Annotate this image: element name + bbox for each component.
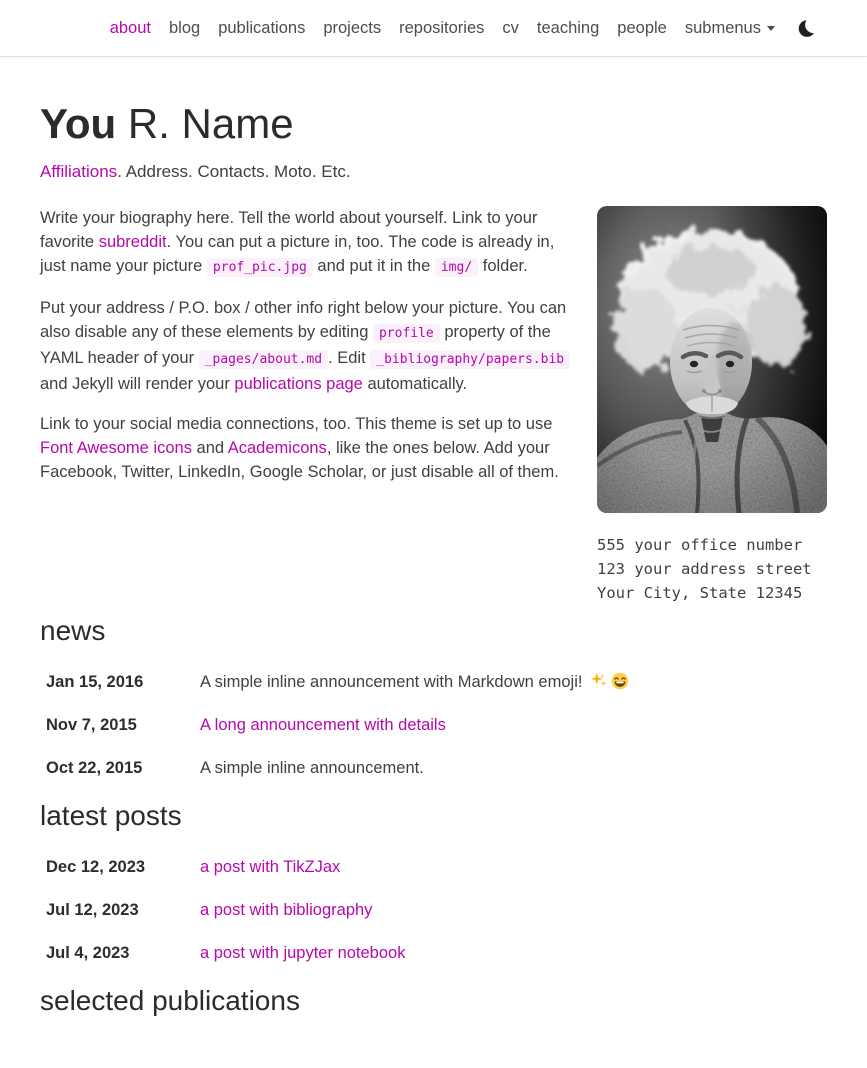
portrait-illustration [597, 206, 827, 513]
page-description [40, 160, 827, 184]
post-item [40, 941, 827, 965]
post-link-tikzjax[interactable]: a post with TikZJax [200, 858, 341, 877]
news-date: Jan 15, 2016 [46, 673, 144, 692]
news-item [40, 756, 827, 780]
news-section [40, 613, 827, 780]
profile-column [597, 206, 827, 605]
news-text: A simple inline announcement. [200, 759, 424, 778]
page-title [40, 101, 827, 147]
nav-item-repositories[interactable]: repositories [399, 18, 485, 37]
news-date: Oct 22, 2015 [46, 759, 143, 778]
nav-item-teaching[interactable]: teaching [536, 18, 600, 37]
post-item [40, 855, 827, 879]
moon-icon [798, 19, 817, 38]
sparkles-emoji-icon [590, 672, 608, 690]
bio-text: folder. [478, 257, 528, 276]
bio-text: and [191, 439, 228, 458]
bio-section [40, 206, 827, 613]
code-chip-papers-bib: _bibliography/papers.bib [370, 350, 570, 369]
code-chip-img-folder: img/ [435, 258, 478, 277]
nav-dropdown-label: submenus [684, 18, 761, 37]
nav-item-cv[interactable]: cv [502, 18, 519, 37]
news-text [200, 670, 827, 694]
selected-publications-section [40, 984, 827, 1068]
page-content [0, 101, 867, 1068]
bio-text: property of the YAML header of your [40, 323, 551, 368]
top-navbar [0, 0, 867, 57]
code-chip-about-md: _pages/about.md [199, 350, 328, 369]
bio-text: . You can put a picture in, too. The code is already in, just name your picture [40, 233, 555, 276]
title-first-name: You [40, 100, 117, 147]
dark-mode-toggle[interactable] [796, 19, 819, 38]
latest-posts-heading: latest posts [40, 800, 182, 832]
bio-text: and Jekyll will render your [40, 375, 235, 394]
nav-item-projects[interactable]: projects [323, 18, 382, 37]
nav-item-about[interactable]: about [109, 18, 151, 37]
news-text-body: A simple inline announcement with Markdown emoji! [200, 673, 588, 692]
post-item [40, 898, 827, 922]
profile-photo [597, 206, 827, 513]
caret-down-icon [767, 26, 775, 31]
post-date: Jul 4, 2023 [46, 944, 130, 963]
nav-item-blog[interactable]: blog [168, 18, 201, 37]
selected-publications-heading: selected publications [40, 985, 300, 1017]
post-link-jupyter[interactable]: a post with jupyter notebook [200, 944, 406, 963]
latest-posts-section [40, 799, 827, 965]
bio-text: Write your biography here. Tell the world about yourself. Link to your favorite [40, 209, 538, 252]
contact-address [597, 533, 827, 605]
bio-text: . Edit [328, 349, 371, 368]
news-item [40, 670, 827, 694]
subreddit-link[interactable]: subreddit [98, 233, 167, 252]
address-line: 123 your address street [597, 560, 812, 579]
bio-text: automatically. [362, 375, 468, 394]
bio-text: Put your address / P.O. box / other info right below your picture. You can also disable any of these elements by editing [40, 299, 567, 342]
post-link-bibliography[interactable]: a post with bibliography [200, 901, 373, 920]
address-line: Your City, State 12345 [597, 584, 803, 603]
academicons-link[interactable]: Academicons [227, 439, 327, 458]
news-date: Nov 7, 2015 [46, 716, 137, 735]
smile-emoji-icon [611, 672, 629, 690]
affiliations-link[interactable]: Affiliations [40, 162, 118, 182]
post-date: Jul 12, 2023 [46, 901, 139, 920]
code-chip-prof-pic: prof_pic.jpg [207, 258, 313, 277]
address-line: 555 your office number [597, 536, 803, 555]
nav-dropdown-submenus[interactable] [676, 19, 784, 38]
nav-item-people[interactable]: people [617, 18, 667, 37]
news-item [40, 713, 827, 737]
font-awesome-link[interactable]: Font Awesome icons [40, 439, 192, 458]
nav-item-publications[interactable]: publications [218, 18, 306, 37]
code-chip-profile: profile [373, 324, 440, 343]
news-announcement-link[interactable]: A long announcement with details [200, 716, 446, 735]
bio-text: , like the ones below. Add your Facebook, Twitter, LinkedIn, Google Scholar, or just disable all of them. [40, 439, 559, 482]
description-text: . Address. Contacts. Moto. Etc. [117, 162, 351, 182]
bio-text: Link to your social media connections, too. This theme is set up to use [40, 415, 553, 434]
post-date: Dec 12, 2023 [46, 858, 146, 877]
news-heading: news [40, 615, 106, 647]
title-last-name: R. Name [116, 100, 294, 147]
publications-page-link[interactable]: publications page [234, 375, 363, 394]
bio-text: and put it in the [312, 257, 435, 276]
